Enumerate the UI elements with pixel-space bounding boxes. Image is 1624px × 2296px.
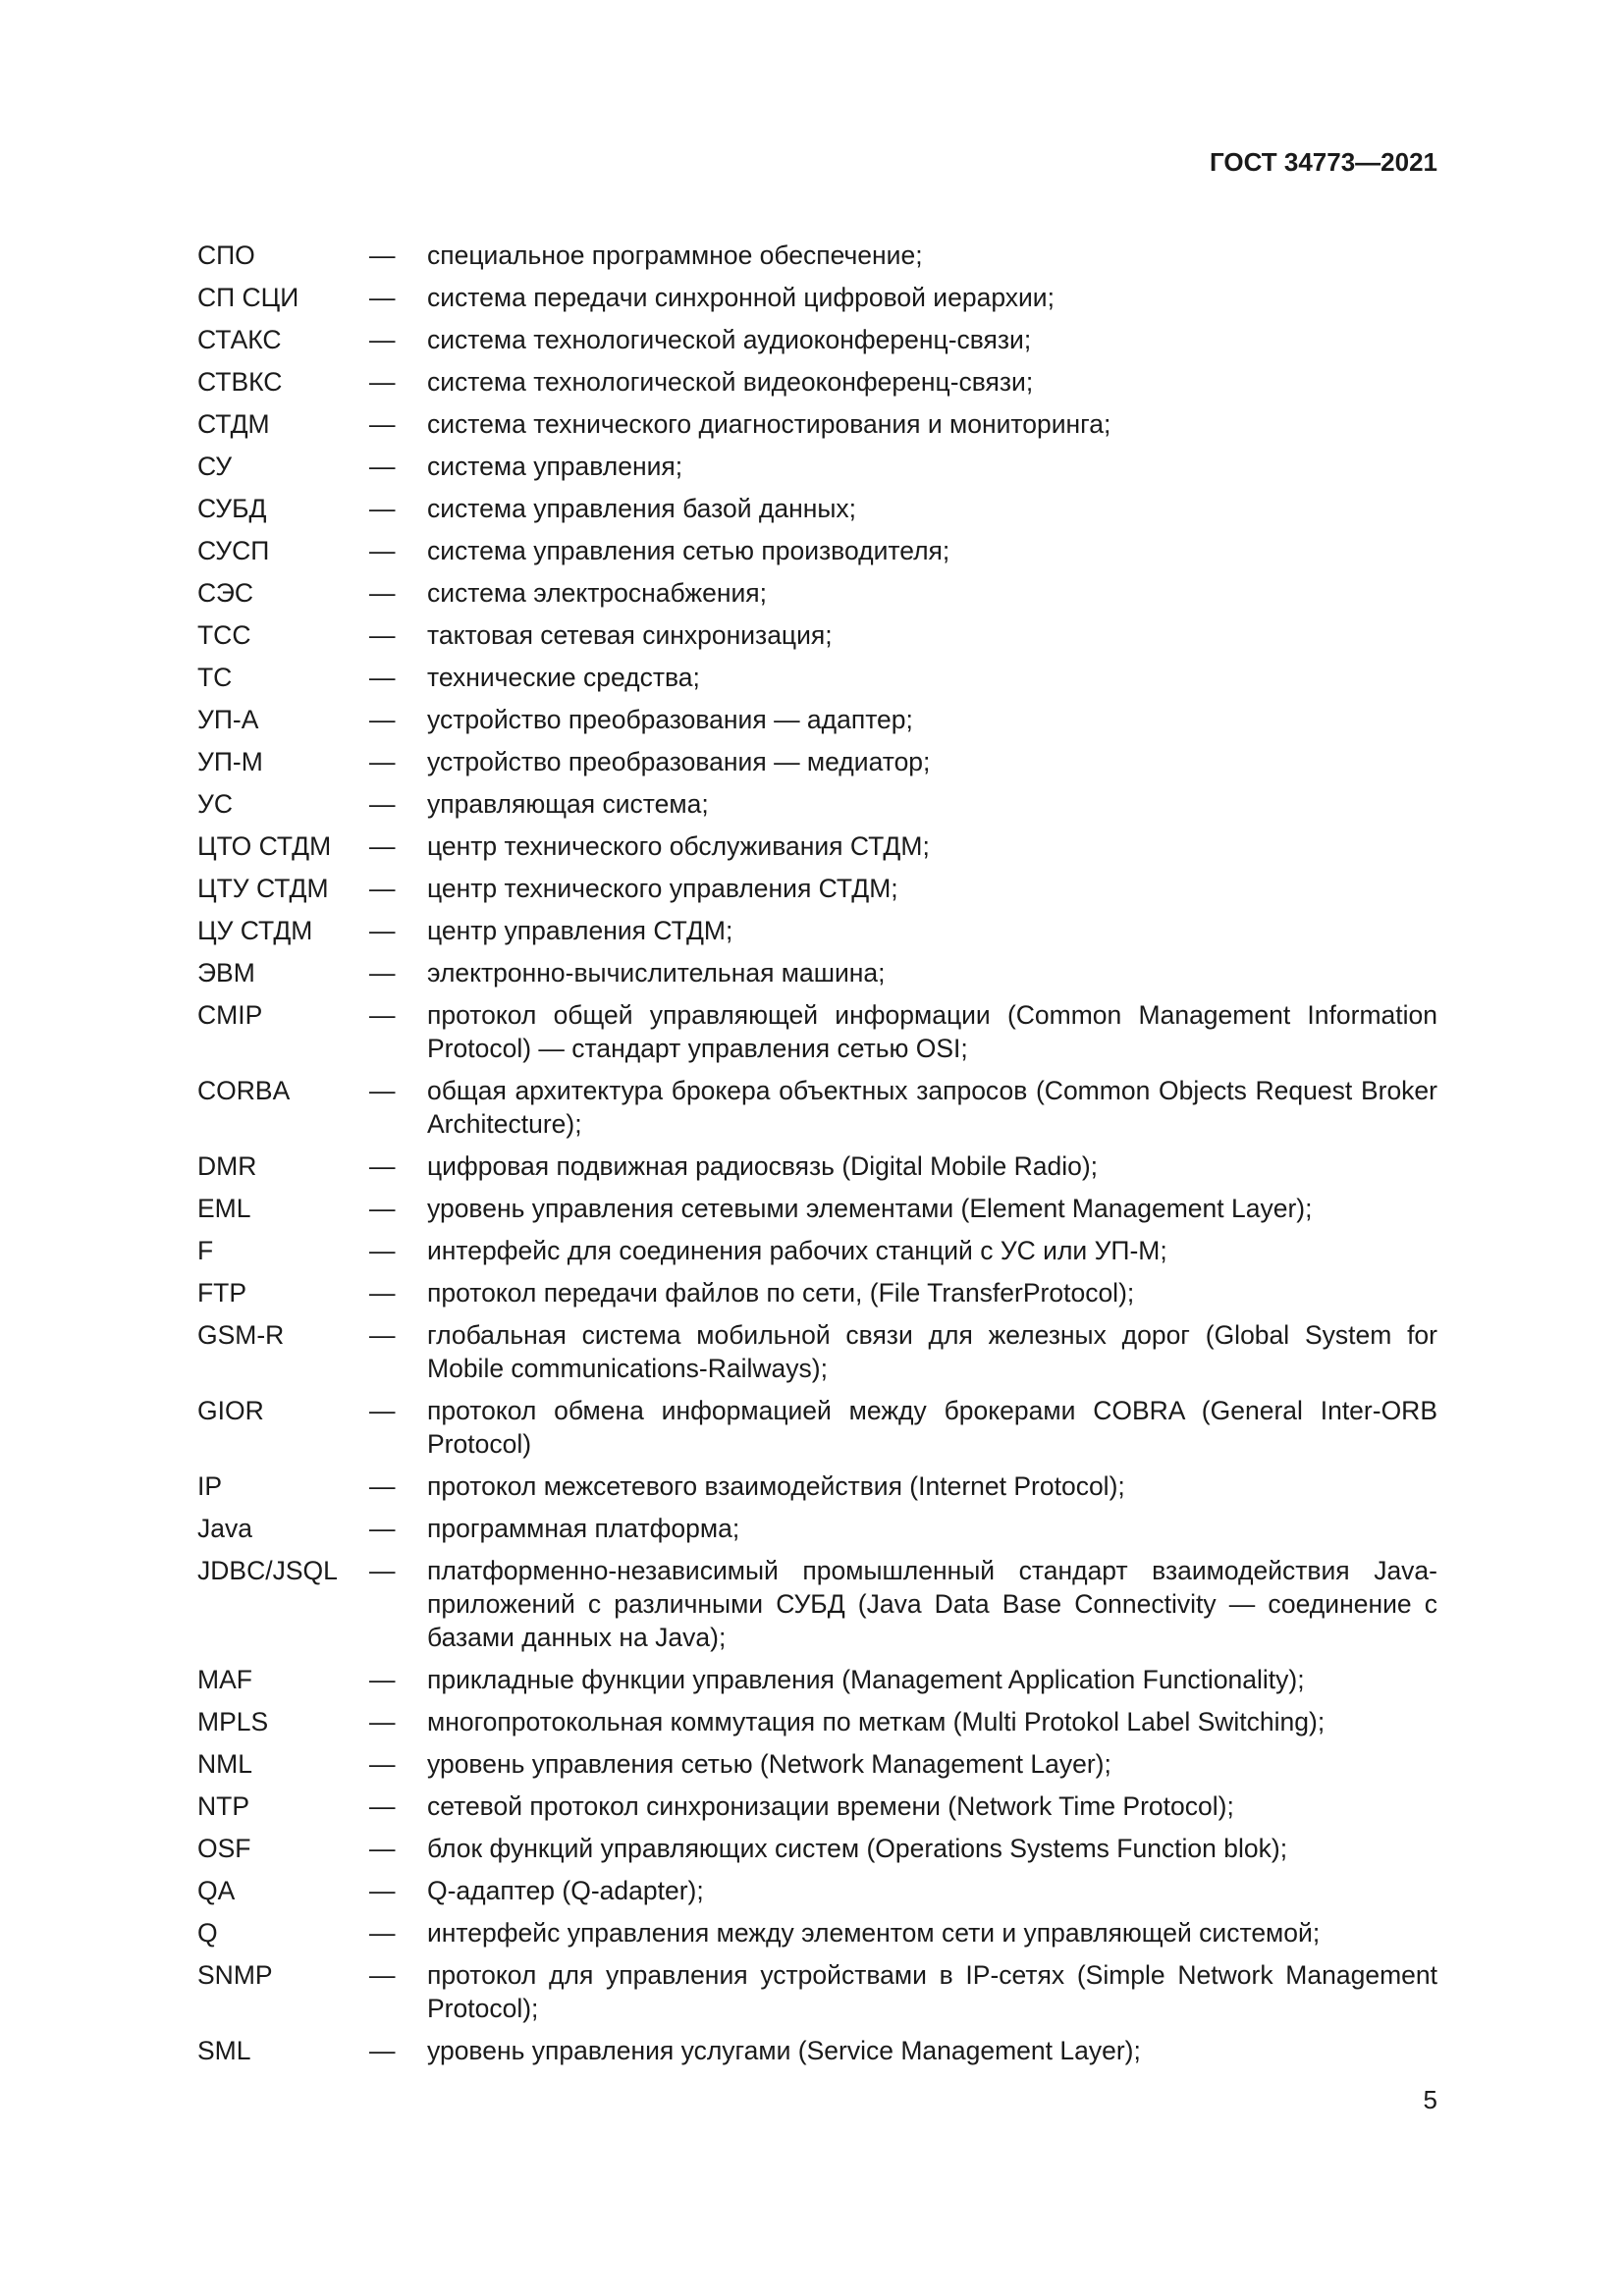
abbreviation-definition: система технологической видеоконференц-связи;	[427, 367, 1034, 397]
abbreviation-definition: система управления;	[427, 452, 683, 481]
em-dash: —	[369, 1236, 396, 1265]
abbreviation-term: СТДМ	[197, 409, 270, 439]
abbreviation-row	[197, 1663, 1437, 1696]
abbreviation-term: DMR	[197, 1151, 257, 1181]
abbreviation-row	[197, 1747, 1437, 1781]
abbreviation-row	[197, 1789, 1437, 1823]
abbreviation-term: IP	[197, 1471, 223, 1501]
abbreviation-definition: протокол общей управляющей информации (Common Management Information Protocol) — стандарт управления сетью OSI;	[427, 1000, 1437, 1063]
abbreviation-row	[197, 450, 1437, 483]
abbreviation-term: JDBC/JSQL	[197, 1556, 338, 1585]
abbreviation-definition: система управления базой данных;	[427, 494, 856, 523]
abbreviation-definition: система технологической аудиоконференц-связи;	[427, 325, 1032, 354]
em-dash: —	[369, 578, 396, 608]
abbreviation-term: СУ	[197, 452, 233, 481]
abbreviation-term: ЭВМ	[197, 958, 255, 988]
abbreviation-term: УП-А	[197, 705, 259, 734]
abbreviation-definition: система технического диагностирования и мониторинга;	[427, 409, 1111, 439]
abbreviation-row	[197, 787, 1437, 821]
abbreviation-term: СП СЦИ	[197, 283, 299, 312]
abbreviation-definition: программная платформа;	[427, 1514, 740, 1543]
abbreviation-row	[197, 534, 1437, 567]
abbreviation-definition: протокол передачи файлов по сети, (File TransferProtocol);	[427, 1278, 1135, 1308]
abbreviation-definition: уровень управления сетью (Network Management Layer);	[427, 1749, 1111, 1779]
abbreviation-definition: Q-адаптер (Q-adapter);	[427, 1876, 704, 1905]
abbreviation-row	[197, 661, 1437, 694]
em-dash: —	[369, 2036, 396, 2065]
abbreviation-definition: центр технического управления СТДМ;	[427, 874, 898, 903]
em-dash: —	[369, 494, 396, 523]
abbreviation-term: СТВКС	[197, 367, 283, 397]
abbreviation-term: CMIP	[197, 1000, 263, 1030]
abbreviation-row	[197, 1512, 1437, 1545]
em-dash: —	[369, 1000, 396, 1030]
abbreviation-definition: центр управления СТДМ;	[427, 916, 733, 945]
abbreviation-definition: устройство преобразования — медиатор;	[427, 747, 931, 776]
abbreviation-term: EML	[197, 1194, 251, 1223]
em-dash: —	[369, 325, 396, 354]
abbreviation-term: GSM-R	[197, 1320, 285, 1350]
em-dash: —	[369, 1151, 396, 1181]
abbreviation-row	[197, 703, 1437, 736]
abbreviation-row	[197, 1394, 1437, 1461]
abbreviation-term: MAF	[197, 1665, 252, 1694]
abbreviation-definition: блок функций управляющих систем (Operations Systems Function blok);	[427, 1834, 1288, 1863]
abbreviation-list	[197, 239, 1437, 2076]
abbreviation-term: Java	[197, 1514, 252, 1543]
abbreviation-definition: интерфейс управления между элементом сети и управляющей системой;	[427, 1918, 1321, 1948]
abbreviation-row	[197, 618, 1437, 652]
em-dash: —	[369, 536, 396, 565]
em-dash: —	[369, 1749, 396, 1779]
em-dash: —	[369, 240, 396, 270]
em-dash: —	[369, 789, 396, 819]
abbreviation-row	[197, 745, 1437, 778]
abbreviation-definition: прикладные функции управления (Management Application Functionality);	[427, 1665, 1305, 1694]
abbreviation-term: OSF	[197, 1834, 251, 1863]
abbreviation-term: СТАКС	[197, 325, 282, 354]
abbreviation-term: NML	[197, 1749, 252, 1779]
em-dash: —	[369, 747, 396, 776]
em-dash: —	[369, 409, 396, 439]
abbreviation-definition: глобальная система мобильной связи для железных дорог (Global System for Mobile communications-Railways);	[427, 1320, 1437, 1383]
abbreviation-row	[197, 239, 1437, 272]
abbreviation-definition: протокол обмена информацией между брокерами COBRA (General Inter-ORB Protocol)	[427, 1396, 1437, 1459]
abbreviation-row	[197, 1149, 1437, 1183]
abbreviation-definition: система передачи синхронной цифровой иерархии;	[427, 283, 1055, 312]
abbreviation-term: СПО	[197, 240, 255, 270]
em-dash: —	[369, 452, 396, 481]
abbreviation-definition: управляющая система;	[427, 789, 709, 819]
abbreviation-row	[197, 492, 1437, 525]
abbreviation-row	[197, 323, 1437, 356]
em-dash: —	[369, 1918, 396, 1948]
abbreviation-row	[197, 1318, 1437, 1385]
abbreviation-term: СУБД	[197, 494, 267, 523]
em-dash: —	[369, 916, 396, 945]
abbreviation-term: Q	[197, 1918, 218, 1948]
em-dash: —	[369, 831, 396, 861]
em-dash: —	[369, 1707, 396, 1736]
em-dash: —	[369, 1834, 396, 1863]
abbreviation-row	[197, 1074, 1437, 1141]
abbreviation-definition: тактовая сетевая синхронизация;	[427, 620, 833, 650]
abbreviation-row	[197, 1276, 1437, 1309]
em-dash: —	[369, 874, 396, 903]
abbreviation-definition: цифровая подвижная радиосвязь (Digital Mobile Radio);	[427, 1151, 1099, 1181]
abbreviation-row	[197, 998, 1437, 1065]
abbreviation-term: СУСП	[197, 536, 270, 565]
abbreviation-term: ТСС	[197, 620, 251, 650]
abbreviation-definition: уровень управления сетевыми элементами (Element Management Layer);	[427, 1194, 1313, 1223]
em-dash: —	[369, 705, 396, 734]
abbreviation-row	[197, 1705, 1437, 1738]
abbreviation-definition: технические средства;	[427, 663, 700, 692]
abbreviation-term: MPLS	[197, 1707, 269, 1736]
page-number: 5	[1423, 2085, 1437, 2114]
abbreviation-term: СЭС	[197, 578, 254, 608]
em-dash: —	[369, 1471, 396, 1501]
abbreviation-row	[197, 1554, 1437, 1654]
abbreviation-row	[197, 365, 1437, 399]
abbreviation-term: SNMP	[197, 1960, 273, 1990]
abbreviation-row	[197, 872, 1437, 905]
abbreviation-definition: электронно-вычислительная машина;	[427, 958, 886, 988]
em-dash: —	[369, 1556, 396, 1585]
em-dash: —	[369, 1876, 396, 1905]
abbreviation-row	[197, 576, 1437, 610]
em-dash: —	[369, 1194, 396, 1223]
abbreviation-row	[197, 1958, 1437, 2025]
abbreviation-row	[197, 281, 1437, 314]
abbreviation-row	[197, 1234, 1437, 1267]
abbreviation-term: ЦТУ СТДМ	[197, 874, 329, 903]
abbreviation-term: УС	[197, 789, 233, 819]
em-dash: —	[369, 1320, 396, 1350]
abbreviation-row	[197, 1832, 1437, 1865]
abbreviation-row	[197, 914, 1437, 947]
abbreviation-definition: многопротокольная коммутация по меткам (Multi Protokol Label Switching);	[427, 1707, 1326, 1736]
abbreviation-row	[197, 1192, 1437, 1225]
abbreviation-term: CORBA	[197, 1076, 291, 1105]
em-dash: —	[369, 1076, 396, 1105]
abbreviation-definition: система управления сетью производителя;	[427, 536, 950, 565]
em-dash: —	[369, 663, 396, 692]
abbreviation-definition: центр технического обслуживания СТДМ;	[427, 831, 930, 861]
em-dash: —	[369, 1396, 396, 1425]
em-dash: —	[369, 283, 396, 312]
abbreviation-row	[197, 1874, 1437, 1907]
abbreviation-term: SML	[197, 2036, 251, 2065]
abbreviation-term: УП-М	[197, 747, 263, 776]
abbreviation-definition: общая архитектура брокера объектных запросов (Common Objects Request Broker Architecture);	[427, 1076, 1437, 1139]
abbreviation-row	[197, 1916, 1437, 1949]
abbreviation-row	[197, 829, 1437, 863]
abbreviation-term: ЦТО СТДМ	[197, 831, 332, 861]
abbreviation-definition: протокол для управления устройствами в IP-сетях (Simple Network Management Protocol);	[427, 1960, 1437, 2023]
abbreviation-definition: уровень управления услугами (Service Management Layer);	[427, 2036, 1141, 2065]
em-dash: —	[369, 1665, 396, 1694]
em-dash: —	[369, 958, 396, 988]
em-dash: —	[369, 367, 396, 397]
abbreviation-term: F	[197, 1236, 214, 1265]
abbreviation-definition: интерфейс для соединения рабочих станций с УС или УП-М;	[427, 1236, 1167, 1265]
abbreviation-definition: система электроснабжения;	[427, 578, 767, 608]
em-dash: —	[369, 1514, 396, 1543]
abbreviation-row	[197, 407, 1437, 441]
em-dash: —	[369, 620, 396, 650]
abbreviation-row	[197, 1469, 1437, 1503]
abbreviation-term: ТС	[197, 663, 233, 692]
abbreviation-term: ЦУ СТДМ	[197, 916, 313, 945]
abbreviation-definition: специальное программное обеспечение;	[427, 240, 923, 270]
em-dash: —	[369, 1960, 396, 1990]
abbreviation-row	[197, 2034, 1437, 2067]
abbreviation-term: QA	[197, 1876, 236, 1905]
document-header: ГОСТ 34773—2021	[1210, 147, 1437, 177]
abbreviation-definition: сетевой протокол синхронизации времени (Network Time Protocol);	[427, 1791, 1234, 1821]
abbreviation-definition: протокол межсетевого взаимодействия (Internet Protocol);	[427, 1471, 1125, 1501]
abbreviation-definition: устройство преобразования — адаптер;	[427, 705, 913, 734]
abbreviation-term: NTP	[197, 1791, 249, 1821]
abbreviation-row	[197, 956, 1437, 989]
em-dash: —	[369, 1278, 396, 1308]
abbreviation-term: FTP	[197, 1278, 247, 1308]
abbreviation-term: GIOR	[197, 1396, 264, 1425]
em-dash: —	[369, 1791, 396, 1821]
abbreviation-definition: платформенно-независимый промышленный стандарт взаимодействия Java-приложений с различными СУБД (Java Data Base Connectivity — соединение с базами данных на Java);	[427, 1556, 1437, 1652]
